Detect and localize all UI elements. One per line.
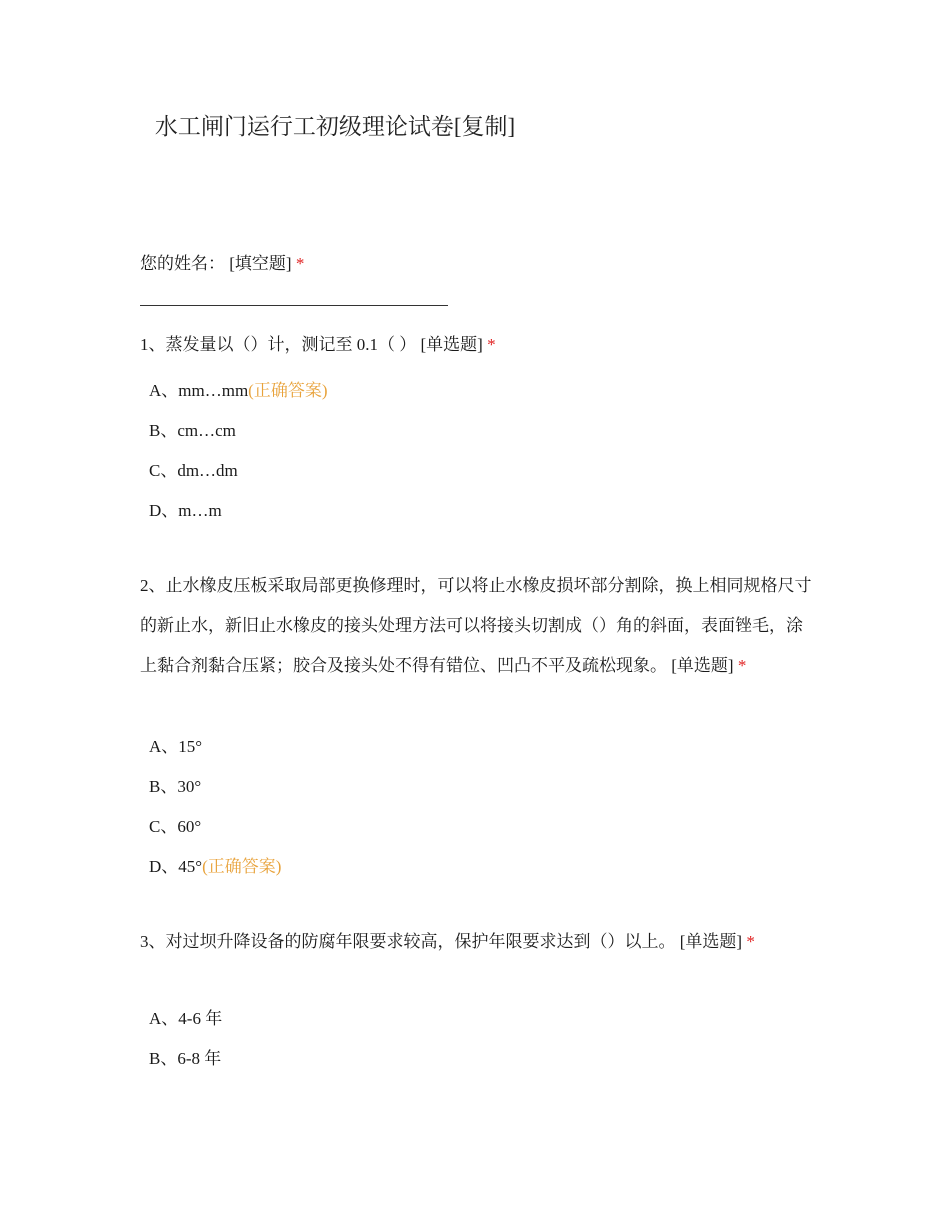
option-label: D、m…m — [149, 501, 222, 520]
required-mark: * — [737, 656, 747, 675]
option-label: B、6-8 年 — [149, 1049, 222, 1068]
q3-option-b[interactable] — [149, 1047, 221, 1071]
required-mark: * — [487, 335, 496, 354]
question-3 — [140, 922, 810, 962]
question-1-text: 1、蒸发量以（）计，测记至 0.1（ ） [单选题] — [140, 335, 483, 354]
correct-answer-tag: (正确答案) — [202, 857, 282, 876]
q1-option-b[interactable] — [149, 419, 236, 443]
q1-option-c[interactable] — [149, 459, 238, 483]
option-label: C、dm…dm — [149, 461, 238, 480]
q2-option-a[interactable] — [149, 735, 202, 759]
q1-option-d[interactable] — [149, 499, 222, 523]
question-2-text: 2、止水橡皮压板采取局部更换修理时，可以将止水橡皮损坏部分割除，换上相同规格尺寸的新止水，新旧止水橡皮的接头处理方法可以将接头切割成（）角的斜面，表面锉毛，涂上黏合剂黏合压紧；胶合及接头处不得有错位、凹凸不平及疏松现象。 [单选题] — [140, 576, 812, 675]
required-mark: * — [295, 254, 305, 273]
question-1 — [140, 325, 815, 365]
q2-option-b[interactable] — [149, 775, 201, 799]
option-label: C、60° — [149, 817, 202, 836]
name-question — [140, 244, 815, 284]
name-question-text: 您的姓名： [填空题] — [140, 254, 292, 273]
name-input-line[interactable] — [140, 305, 448, 306]
option-label: B、30° — [149, 777, 202, 796]
required-mark: * — [746, 932, 755, 951]
option-label: A、15° — [149, 737, 203, 756]
option-label: D、45° — [149, 857, 203, 876]
question-3-text: 3、对过坝升降设备的防腐年限要求较高，保护年限要求达到（）以上。 [单选题] — [140, 932, 743, 951]
q2-option-c[interactable] — [149, 815, 201, 839]
q2-option-d[interactable] — [149, 855, 281, 879]
q1-option-a[interactable] — [149, 379, 328, 403]
option-label: B、cm…cm — [149, 421, 236, 440]
correct-answer-tag: (正确答案) — [248, 381, 328, 400]
option-label: A、4-6 年 — [149, 1009, 223, 1028]
page-title: 水工闸门运行工初级理论试卷[复制] — [154, 114, 516, 139]
option-label: A、mm…mm — [149, 381, 249, 400]
q3-option-a[interactable] — [149, 1007, 222, 1031]
question-2 — [140, 566, 815, 686]
